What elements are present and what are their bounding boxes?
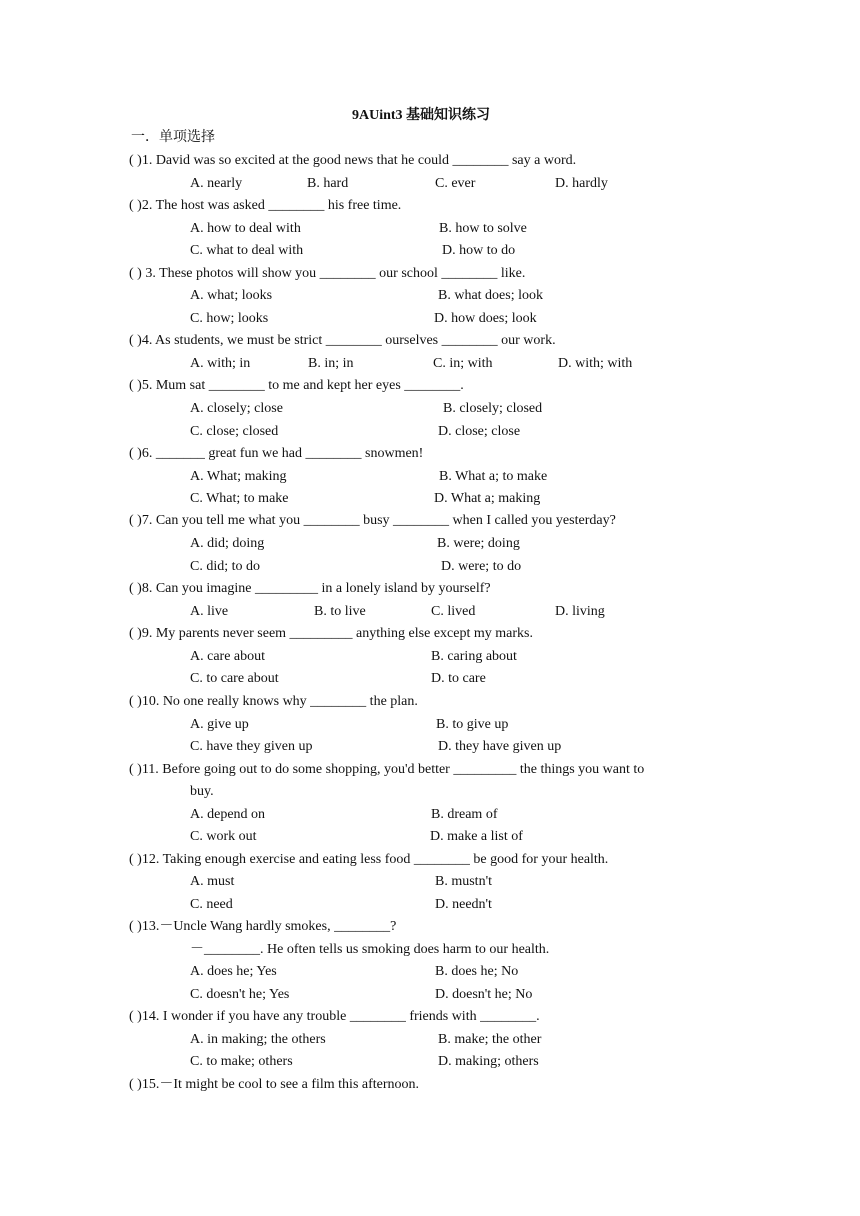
q5-option-a: A. closely; close xyxy=(190,401,283,416)
q12-option-a: A. must xyxy=(190,874,235,889)
question-13-stem-continued: －________. He often tells us smoking does harm to our health. xyxy=(190,942,550,957)
q13-option-a: A. does he; Yes xyxy=(190,964,277,979)
question-12-stem: ( )12. Taking enough exercise and eating less food ________ be good for your health. xyxy=(129,852,609,867)
q7-option-d: D. were; to do xyxy=(441,559,522,574)
q7-option-c: C. did; to do xyxy=(190,559,261,574)
q5-option-b: B. closely; closed xyxy=(443,401,543,416)
q4-option-d: D. with; with xyxy=(558,356,633,371)
q12-option-c: C. need xyxy=(190,897,233,912)
question-6-stem: ( )6. _______ great fun we had ________ snowmen! xyxy=(129,446,424,461)
q10-option-c: C. have they given up xyxy=(190,739,313,754)
q2-option-c: C. what to deal with xyxy=(190,243,304,258)
question-1-stem: ( )1. David was so excited at the good news that he could ________ say a word. xyxy=(129,153,577,168)
q10-option-d: D. they have given up xyxy=(438,739,562,754)
q9-option-c: C. to care about xyxy=(190,671,279,686)
q4-option-c: C. in; with xyxy=(433,356,493,371)
question-7-stem: ( )7. Can you tell me what you ________ busy ________ when I called you yesterday? xyxy=(129,513,616,528)
question-14-stem: ( )14. I wonder if you have any trouble ________ friends with ________. xyxy=(129,1009,540,1024)
q11-option-b: B. dream of xyxy=(431,807,498,822)
q1-option-d: D. hardly xyxy=(555,176,608,191)
q6-option-d: D. What a; making xyxy=(434,491,541,506)
q14-option-b: B. make; the other xyxy=(438,1032,542,1047)
q12-option-b: B. mustn't xyxy=(435,874,492,889)
question-5-stem: ( )5. Mum sat ________ to me and kept her eyes ________. xyxy=(129,378,464,393)
q10-option-b: B. to give up xyxy=(436,717,509,732)
q1-option-c: C. ever xyxy=(435,176,476,191)
q1-option-b: B. hard xyxy=(307,176,349,191)
q8-option-d: D. living xyxy=(555,604,605,619)
q11-option-a: A. depend on xyxy=(190,807,266,822)
question-11-stem: ( )11. Before going out to do some shopping, you'd better _________ the things you want to xyxy=(129,762,645,777)
q10-option-a: A. give up xyxy=(190,717,249,732)
question-11-stem-continued: buy. xyxy=(190,784,214,799)
q14-option-d: D. making; others xyxy=(438,1054,539,1069)
q8-option-a: A. live xyxy=(190,604,229,619)
q5-option-d: D. close; close xyxy=(438,424,521,439)
q13-option-c: C. doesn't he; Yes xyxy=(190,987,290,1002)
q2-option-b: B. how to solve xyxy=(439,221,527,236)
section-heading: 一．单项选择 xyxy=(131,130,215,145)
q13-option-d: D. doesn't he; No xyxy=(435,987,533,1002)
q6-option-a: A. What; making xyxy=(190,469,287,484)
q3-option-d: D. how does; look xyxy=(434,311,537,326)
question-2-stem: ( )2. The host was asked ________ his free time. xyxy=(129,198,402,213)
question-3-stem: ( ) 3. These photos will show you ________ our school ________ like. xyxy=(129,266,526,281)
q14-option-c: C. to make; others xyxy=(190,1054,293,1069)
question-15-stem: ( )15.－It might be cool to see a film this afternoon. xyxy=(129,1077,420,1092)
q9-option-d: D. to care xyxy=(431,671,486,686)
question-8-stem: ( )8. Can you imagine _________ in a lonely island by yourself? xyxy=(129,581,491,596)
q3-option-a: A. what; looks xyxy=(190,288,273,303)
q3-option-b: B. what does; look xyxy=(438,288,543,303)
q8-option-c: C. lived xyxy=(431,604,476,619)
q12-option-d: D. needn't xyxy=(435,897,492,912)
q4-option-a: A. with; in xyxy=(190,356,251,371)
q13-option-b: B. does he; No xyxy=(435,964,519,979)
q6-option-b: B. What a; to make xyxy=(439,469,548,484)
q6-option-c: C. What; to make xyxy=(190,491,289,506)
question-13-stem: ( )13.－Uncle Wang hardly smokes, ________? xyxy=(129,919,397,934)
q11-option-c: C. work out xyxy=(190,829,257,844)
q14-option-a: A. in making; the others xyxy=(190,1032,326,1047)
q9-option-a: A. care about xyxy=(190,649,266,664)
q2-option-d: D. how to do xyxy=(442,243,516,258)
q7-option-b: B. were; doing xyxy=(437,536,520,551)
question-4-stem: ( )4. As students, we must be strict ________ ourselves ________ our work. xyxy=(129,333,556,348)
q3-option-c: C. how; looks xyxy=(190,311,269,326)
page-title: 9AUint3 基础知识练习 xyxy=(352,108,491,123)
q11-option-d: D. make a list of xyxy=(430,829,523,844)
question-10-stem: ( )10. No one really knows why ________ the plan. xyxy=(129,694,418,709)
q2-option-a: A. how to deal with xyxy=(190,221,301,236)
q4-option-b: B. in; in xyxy=(308,356,354,371)
q1-option-a: A. nearly xyxy=(190,176,243,191)
q5-option-c: C. close; closed xyxy=(190,424,279,439)
question-9-stem: ( )9. My parents never seem _________ anything else except my marks. xyxy=(129,626,533,641)
q9-option-b: B. caring about xyxy=(431,649,517,664)
q7-option-a: A. did; doing xyxy=(190,536,265,551)
q8-option-b: B. to live xyxy=(314,604,366,619)
